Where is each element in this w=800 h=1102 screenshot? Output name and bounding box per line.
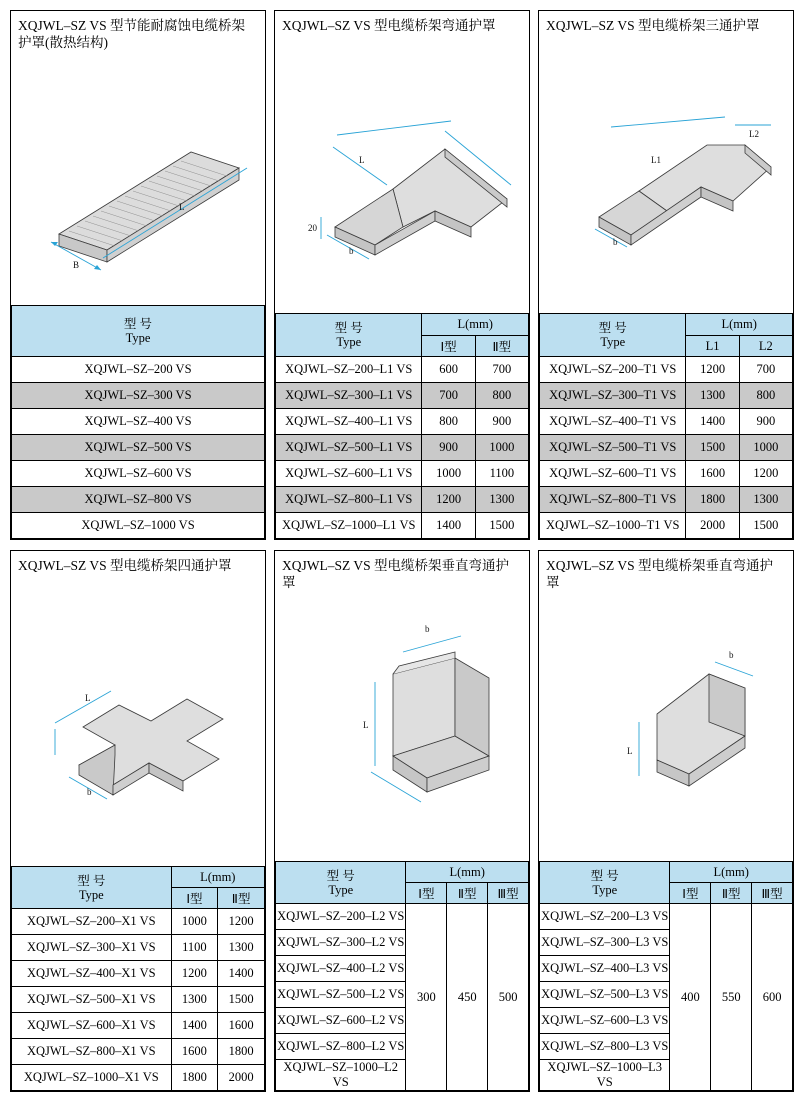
header-col-2: Ⅱ型 <box>475 336 528 357</box>
figure-label-b: b <box>729 650 734 660</box>
figure-label-l: L <box>179 202 185 212</box>
header-col-1: Ⅰ型 <box>670 883 711 904</box>
table-row: XQJWL–SZ–200–L1 VS 600 700 <box>276 357 529 383</box>
table-row: XQJWL–SZ–200–L3 VS 400 550 600 <box>540 904 793 930</box>
table-row: XQJWL–SZ–500–T1 VS 1500 1000 <box>540 435 793 461</box>
figure-label-b: b <box>87 787 92 797</box>
figure-label-b: b <box>425 624 430 634</box>
panel-bend-cover <box>274 10 530 540</box>
figure-vertical-bend-l2 <box>275 596 529 860</box>
merged-value-3: 600 <box>752 904 793 1091</box>
table-row: XQJWL–SZ–800–L2 VS <box>276 1034 529 1060</box>
panel-title: XQJWL–SZ VS 型电缆桥架弯通护罩 <box>282 18 496 33</box>
table-row: XQJWL–SZ–800 VS <box>12 487 265 513</box>
panel-vertical-bend-cover-l2 <box>274 550 530 1092</box>
panel-straight-cover <box>10 10 266 540</box>
table-header-row <box>540 314 793 336</box>
table-row: XQJWL–SZ–200 VS <box>12 357 265 383</box>
table-row: XQJWL–SZ–1000–L2 VS <box>276 1060 529 1091</box>
table-header-row <box>12 306 265 357</box>
figure-label-l1: L1 <box>651 155 661 165</box>
header-l: L(mm) <box>422 314 529 336</box>
panel-row-1 <box>10 10 790 540</box>
table-row: XQJWL–SZ–600–T1 VS 1600 1200 <box>540 461 793 487</box>
table-row: XQJWL–SZ–600 VS <box>12 461 265 487</box>
table-row: XQJWL–SZ–600–L2 VS <box>276 1008 529 1034</box>
figure-label-l: L <box>627 746 633 756</box>
table-row: XQJWL–SZ–1000–T1 VS 2000 1500 <box>540 513 793 539</box>
spec-table-6 <box>539 861 793 1091</box>
header-col-2: Ⅱ型 <box>711 883 752 904</box>
table-row: XQJWL–SZ–1000–L1 VS 1400 1500 <box>276 513 529 539</box>
table-row: XQJWL–SZ–300–L1 VS 700 800 <box>276 383 529 409</box>
panel-title: XQJWL–SZ VS 型电缆桥架垂直弯通护罩 <box>282 558 510 590</box>
figure-cross-cover <box>11 579 265 843</box>
table-row: XQJWL–SZ–1000 VS <box>12 513 265 539</box>
header-type: 型 号 Type <box>12 306 265 357</box>
panel-title: XQJWL–SZ VS 型电缆桥架三通护罩 <box>546 18 760 33</box>
table-row: XQJWL–SZ–600–X1 VS 1400 1600 <box>12 1013 265 1039</box>
figure-vertical-bend-l3 <box>539 596 793 843</box>
header-col-1: Ⅰ型 <box>422 336 475 357</box>
table-wrap <box>275 313 529 539</box>
table-row: XQJWL–SZ–200–L2 VS 300 450 500 <box>276 904 529 930</box>
table-row: XQJWL–SZ–300 VS <box>12 383 265 409</box>
panel-title: XQJWL–SZ VS 型电缆桥架垂直弯通护罩 <box>546 558 774 590</box>
table-row: XQJWL–SZ–500–L2 VS <box>276 982 529 1008</box>
merged-value-2: 450 <box>447 904 488 1091</box>
header-col-2: Ⅱ型 <box>218 888 265 909</box>
table-row: XQJWL–SZ–400–T1 VS 1400 900 <box>540 409 793 435</box>
table-row: XQJWL–SZ–400–L2 VS <box>276 956 529 982</box>
spec-table-5 <box>275 861 529 1091</box>
table-row: XQJWL–SZ–300–T1 VS 1300 800 <box>540 383 793 409</box>
spec-table-4 <box>11 866 265 1091</box>
spec-table-1 <box>11 305 265 539</box>
table-row: XQJWL–SZ–400–X1 VS 1200 1400 <box>12 961 265 987</box>
table-row: XQJWL–SZ–400–L3 VS <box>540 956 793 982</box>
table-row: XQJWL–SZ–200–X1 VS 1000 1200 <box>12 909 265 935</box>
table-row: XQJWL–SZ–1000–L3 VS <box>540 1060 793 1091</box>
panel-tee-cover <box>538 10 794 540</box>
table-wrap <box>539 313 793 539</box>
table-header-row <box>276 862 529 883</box>
figure-label-b: b <box>349 246 354 256</box>
table-row: XQJWL–SZ–200–T1 VS 1200 700 <box>540 357 793 383</box>
table-row: XQJWL–SZ–500–L1 VS 900 1000 <box>276 435 529 461</box>
table-row: XQJWL–SZ–400 VS <box>12 409 265 435</box>
table-row: XQJWL–SZ–500 VS <box>12 435 265 461</box>
table-row: XQJWL–SZ–300–L3 VS <box>540 930 793 956</box>
table-row: XQJWL–SZ–600–L1 VS 1000 1100 <box>276 461 529 487</box>
table-row: XQJWL–SZ–500–L3 VS <box>540 982 793 1008</box>
table-row: XQJWL–SZ–800–T1 VS 1800 1300 <box>540 487 793 513</box>
table-header-row <box>540 862 793 883</box>
panel-row-2 <box>10 550 790 1092</box>
header-col-1: Ⅰ型 <box>406 883 447 904</box>
header-col-3: Ⅲ型 <box>752 883 793 904</box>
table-row: XQJWL–SZ–400–L1 VS 800 900 <box>276 409 529 435</box>
spec-table-3 <box>539 313 793 539</box>
figure-bend-cover <box>275 39 529 284</box>
header-type: 型 号 Type <box>540 314 686 357</box>
header-l: L(mm) <box>171 867 264 888</box>
table-row: XQJWL–SZ–1000–X1 VS 1800 2000 <box>12 1065 265 1091</box>
table-row: XQJWL–SZ–800–L1 VS 1200 1300 <box>276 487 529 513</box>
merged-value-2: 550 <box>711 904 752 1091</box>
figure-label-20: 20 <box>308 223 317 233</box>
figure-label-l: L <box>363 720 369 730</box>
merged-value-3: 500 <box>488 904 529 1091</box>
table-row: XQJWL–SZ–800–X1 VS 1600 1800 <box>12 1039 265 1065</box>
table-wrap <box>11 305 265 539</box>
merged-value-1: 300 <box>406 904 447 1091</box>
table-row: XQJWL–SZ–600–L3 VS <box>540 1008 793 1034</box>
header-type: 型 号 Type <box>276 314 422 357</box>
header-col-3: Ⅲ型 <box>488 883 529 904</box>
figure-tee-cover <box>539 39 793 284</box>
header-type: 型 号 Type <box>540 862 670 904</box>
header-type: 型 号 Type <box>276 862 406 904</box>
figure-straight-cover <box>11 56 265 284</box>
spec-table-2 <box>275 313 529 539</box>
figure-label-b: b <box>613 237 618 247</box>
table-row: XQJWL–SZ–300–L2 VS <box>276 930 529 956</box>
merged-value-1: 400 <box>670 904 711 1091</box>
panel-title: XQJWL–SZ VS 型节能耐腐蚀电缆桥架护罩(散热结构) <box>18 18 246 50</box>
panel-cross-cover <box>10 550 266 1092</box>
panel-vertical-bend-cover-l3 <box>538 550 794 1092</box>
panel-title: XQJWL–SZ VS 型电缆桥架四通护罩 <box>18 558 232 573</box>
table-wrap <box>275 861 529 1091</box>
table-header-row <box>12 867 265 888</box>
figure-label-b: B <box>73 260 80 270</box>
table-row: XQJWL–SZ–800–L3 VS <box>540 1034 793 1060</box>
header-l: L(mm) <box>670 862 793 883</box>
header-col-1: Ⅰ型 <box>171 888 218 909</box>
table-wrap <box>11 866 265 1091</box>
header-l: L(mm) <box>406 862 529 883</box>
figure-label-l: L <box>85 693 91 703</box>
header-col-l2: L2 <box>739 336 792 357</box>
header-col-2: Ⅱ型 <box>447 883 488 904</box>
figure-label-l: L <box>359 155 365 165</box>
table-wrap <box>539 861 793 1091</box>
figure-label-l2: L2 <box>749 129 759 139</box>
header-l: L(mm) <box>686 314 793 336</box>
header-col-l1: L1 <box>686 336 739 357</box>
header-type: 型 号 Type <box>12 867 172 909</box>
table-row: XQJWL–SZ–500–X1 VS 1300 1500 <box>12 987 265 1013</box>
table-header-row <box>276 314 529 336</box>
table-row: XQJWL–SZ–300–X1 VS 1100 1300 <box>12 935 265 961</box>
